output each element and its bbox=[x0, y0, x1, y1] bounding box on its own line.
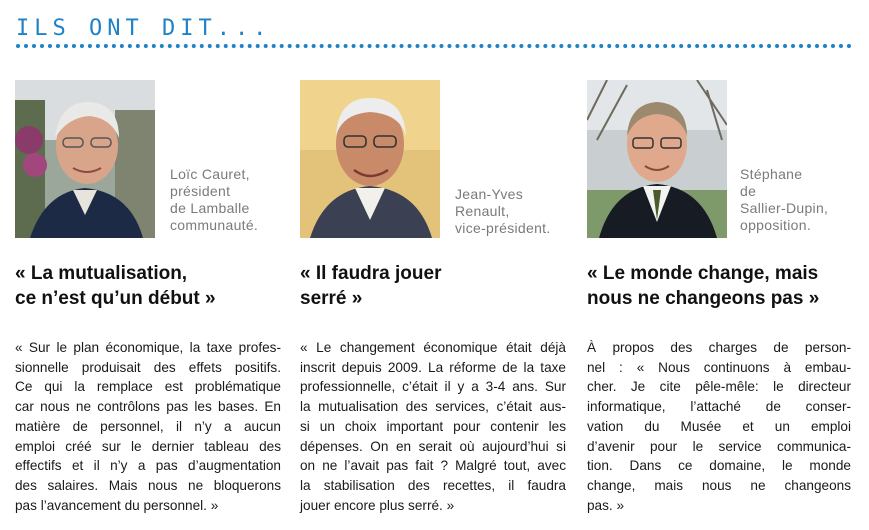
body-line: tion. Dans ce domaine, le monde bbox=[587, 458, 851, 474]
body-line: emploi créé sur le dernier tableau des bbox=[15, 438, 281, 454]
speaker-role-line: Renault, bbox=[455, 203, 510, 219]
pull-quote-3 bbox=[587, 261, 851, 311]
body-line: jouer encore plus serré. » bbox=[300, 497, 455, 513]
body-line: car nous ne contrôlons pas les bases. En bbox=[15, 399, 281, 415]
speaker-role-line: Sallier-Dupin, bbox=[740, 200, 829, 216]
quote-line: ce n’est qu’un début » bbox=[15, 288, 216, 309]
body-line: professionnelle, c’était il y a 3-4 ans. Sur bbox=[300, 379, 566, 395]
portrait-photo-2 bbox=[300, 80, 440, 238]
pull-quote-2 bbox=[300, 261, 566, 311]
interview-body-3 bbox=[587, 338, 851, 515]
body-line: vation du Musée et un emploi bbox=[587, 418, 851, 434]
interview-body-2 bbox=[300, 338, 566, 515]
speaker-caption-2 bbox=[455, 186, 551, 237]
speaker-role-line: de bbox=[740, 183, 757, 199]
body-line: À propos des charges de person- bbox=[587, 340, 851, 355]
interview-column-3 bbox=[587, 80, 851, 513]
quote-line: « La mutualisation, bbox=[15, 263, 188, 284]
body-line: Ce qui la remplace est problématique bbox=[15, 379, 281, 395]
body-line: d’avenir pour le service communica- bbox=[587, 438, 851, 454]
body-line: si un choix important pour contenir les bbox=[300, 418, 566, 434]
speaker-name: Stéphane bbox=[740, 166, 803, 182]
speaker-role-line: vice-président. bbox=[455, 220, 551, 236]
pull-quote-1 bbox=[15, 261, 281, 311]
interview-body-1 bbox=[15, 338, 281, 515]
quote-line: nous ne changeons pas » bbox=[587, 288, 820, 309]
body-line: la stabilisation des recettes, il faudra bbox=[300, 477, 566, 493]
speaker-name: Loïc Cauret, bbox=[170, 166, 250, 182]
speaker-role-line: communauté. bbox=[170, 217, 259, 233]
body-line: « Le changement économique était déjà bbox=[300, 340, 566, 355]
speaker-role-line: de Lamballe bbox=[170, 200, 250, 216]
body-line: des salaires. Mais nous ne bloquerons bbox=[15, 477, 281, 493]
section-header bbox=[16, 16, 852, 48]
interview-column-1 bbox=[15, 80, 281, 513]
body-line: inscrit depuis 2009. La réforme de la taxe bbox=[300, 359, 566, 375]
body-line: on ne l’avait pas fait ? Malgré tout, avec bbox=[300, 458, 566, 474]
body-line: la mutualisation des services, c’était aus- bbox=[300, 399, 566, 415]
portrait-photo-1 bbox=[15, 80, 155, 238]
body-line: « Sur le plan économique, la taxe profes- bbox=[15, 340, 281, 355]
body-line: nel : « Nous continuons à embau- bbox=[587, 359, 851, 375]
body-line: dépenses. On en serait où aujourd’hui si bbox=[300, 438, 566, 454]
speaker-name: Jean-Yves bbox=[455, 186, 524, 202]
quote-line: « Le monde change, mais bbox=[587, 263, 819, 284]
body-line: pas l’avancement du personnel. » bbox=[15, 497, 219, 513]
body-line: informatique, l’attaché de conser- bbox=[587, 399, 851, 415]
speaker-caption-3 bbox=[740, 166, 828, 234]
interview-column-2 bbox=[300, 80, 566, 513]
body-line: cher. Je cite pêle-mêle: le directeur bbox=[587, 379, 851, 395]
speaker-role-line: opposition. bbox=[740, 217, 812, 233]
quote-line: serré » bbox=[300, 288, 363, 309]
quote-line: « Il faudra jouer bbox=[300, 263, 442, 284]
body-line: change, mais nous ne changeons bbox=[587, 477, 851, 493]
body-line: pas. » bbox=[587, 497, 625, 513]
dotted-divider bbox=[16, 44, 852, 48]
body-line: effectifs et il n’y a pas d’augmentation bbox=[15, 458, 281, 474]
section-title: ILS ONT DIT... bbox=[16, 16, 272, 41]
portrait-photo-3 bbox=[587, 80, 727, 238]
speaker-role-line: président bbox=[170, 183, 231, 199]
speaker-caption-1 bbox=[170, 166, 258, 234]
body-line: matière de personnel, il n’y a aucun bbox=[15, 418, 281, 434]
body-line: sionnelle produisait des effets positifs. bbox=[15, 359, 281, 375]
